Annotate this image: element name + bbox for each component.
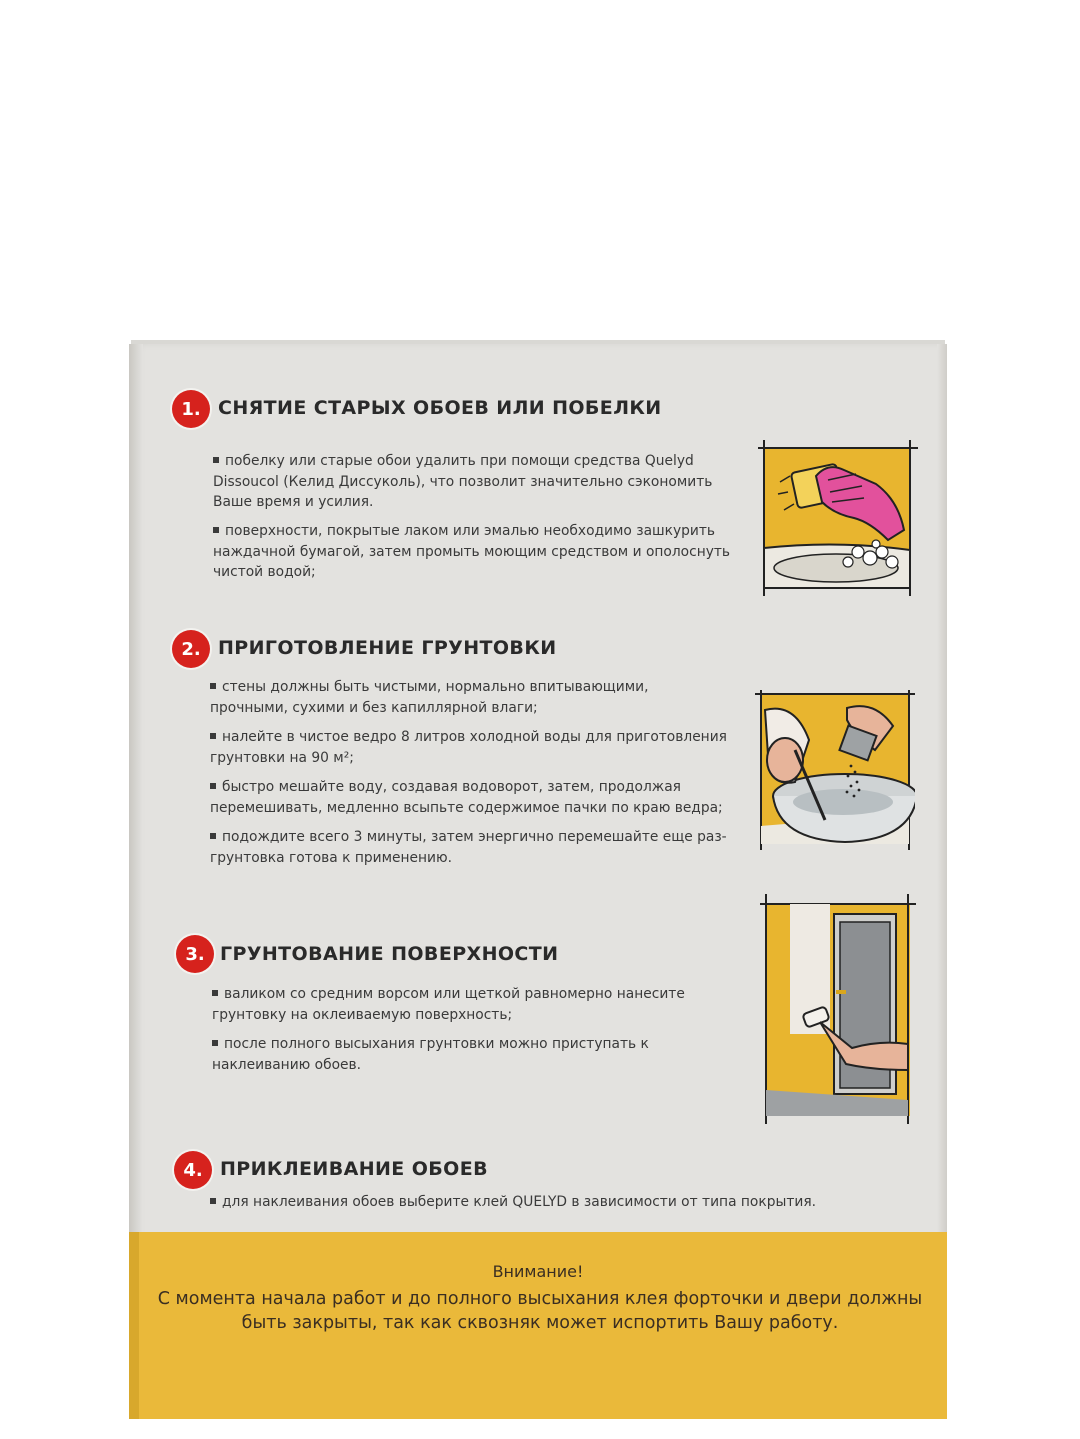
step-3-text-2	[212, 1034, 742, 1075]
step-4-title: ПРИКЛЕИВАНИЕ ОБОЕВ	[220, 1158, 488, 1180]
step-4-paragraph-1: для наклеивания обоев выберите клей QUELYD в зависимости от типа покрытия.	[222, 1194, 817, 1210]
bullet-icon	[213, 527, 219, 533]
step-2-text-3	[210, 777, 730, 818]
step-3-text-1	[212, 984, 742, 1025]
step-3-title: ГРУНТОВАНИЕ ПОВЕРХНОСТИ	[220, 943, 559, 965]
step-2-text-2	[210, 727, 730, 768]
bullet-icon	[210, 833, 216, 839]
bucket-mixing-icon	[755, 690, 915, 850]
step-1-number: 1.	[172, 390, 210, 428]
bullet-icon	[212, 990, 218, 996]
bullet-icon	[210, 683, 216, 689]
bullet-icon	[210, 783, 216, 789]
step-2-paragraph-1: стены должны быть чистыми, нормально впитывающими, прочными, сухими и без капиллярной влаги;	[210, 679, 649, 716]
step-1-paragraph-2: поверхности, покрытые лаком или эмалью необходимо зашкурить наждачной бумагой, затем промыть моющим средством и ополоснуть чистой водой;	[213, 523, 731, 580]
step-4-number: 4.	[174, 1151, 212, 1189]
step-1-text-2	[213, 521, 743, 583]
step-2-text-4	[210, 827, 730, 868]
step-1-text-1	[213, 451, 743, 513]
bullet-icon	[210, 733, 216, 739]
step-2-number: 2.	[172, 630, 210, 668]
bullet-icon	[213, 457, 219, 463]
step-2-text-1	[210, 677, 730, 718]
step-1-title: СНЯТИЕ СТАРЫХ ОБОЕВ ИЛИ ПОБЕЛКИ	[218, 397, 662, 419]
step-2-title: ПРИГОТОВЛЕНИЕ ГРУНТОВКИ	[218, 637, 557, 659]
step-2-paragraph-4: подождите всего 3 минуты, затем энергично перемешайте еще раз-грунтовка готова к применению.	[210, 829, 727, 866]
warning-text: С момента начала работ и до полного высыхания клея форточки и двери должны быть закрыты, так как сквозняк может испортить Вашу работу.	[157, 1289, 923, 1333]
bullet-icon	[212, 1040, 218, 1046]
step-3-paragraph-2: после полного высыхания грунтовки можно приступать к наклеиванию обоев.	[212, 1036, 649, 1073]
step-2-paragraph-3: быстро мешайте воду, создавая водоворот, затем, продолжая перемешивать, медленно всыпьте содержимое пачки по краю ведра;	[210, 779, 723, 816]
step-1-paragraph-1: побелку или старые обои удалить при помощи средства Quelyd Dissoucol (Келид Диссуколь), что позволит значительно сэкономить Ваше время и усилия.	[213, 453, 713, 510]
warning-band-edge	[129, 1232, 139, 1419]
roller-wall-icon	[760, 894, 916, 1124]
bullet-icon	[210, 1198, 216, 1204]
warning-title: Внимание!	[492, 1262, 584, 1281]
step-4-text-1	[210, 1192, 860, 1213]
sponge-glove-icon	[758, 440, 918, 596]
step-3-number: 3.	[176, 935, 214, 973]
step-2-paragraph-2: налейте в чистое ведро 8 литров холодной воды для приготовления грунтовки на 90 м²;	[210, 729, 727, 766]
step-3-paragraph-1: валиком со средним ворсом или щеткой равномерно нанесите грунтовку на оклеиваемую поверхность;	[212, 986, 685, 1023]
